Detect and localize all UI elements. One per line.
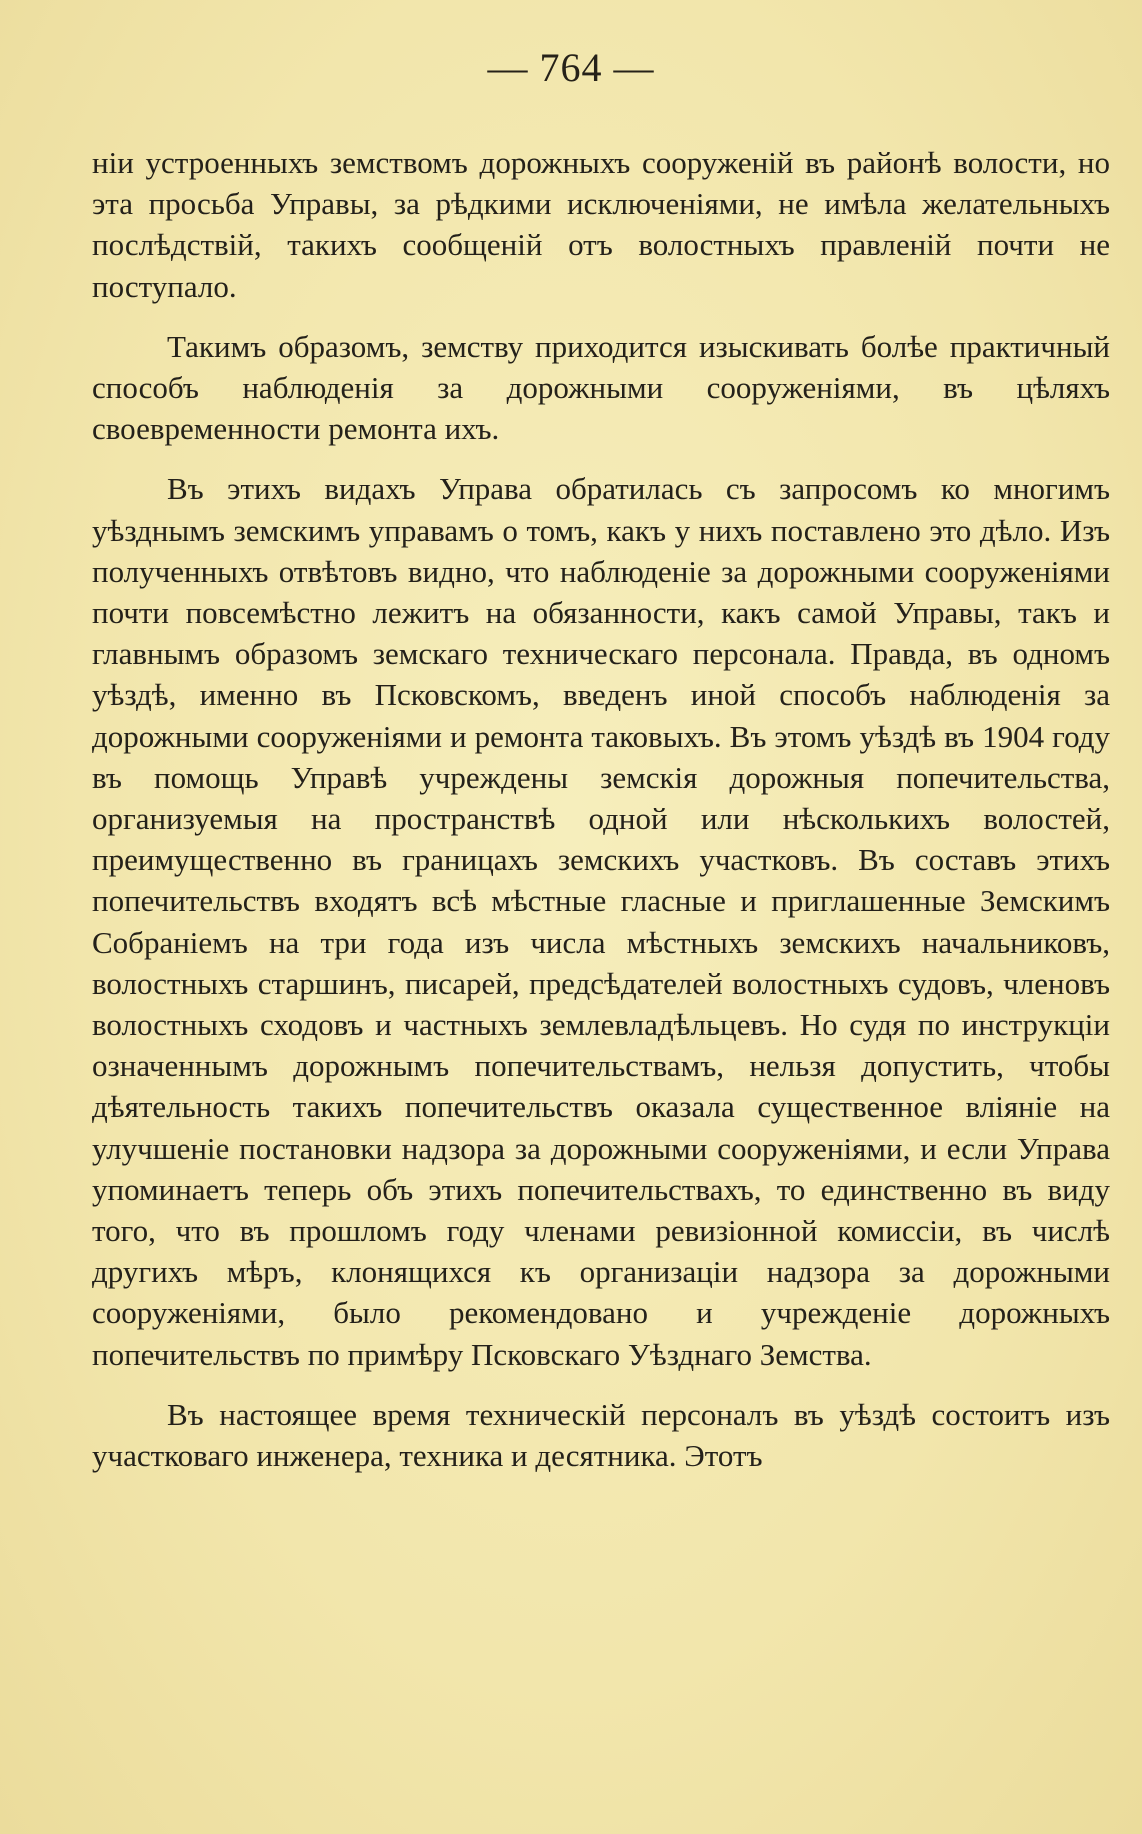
paragraph-gap <box>92 307 1110 326</box>
paragraph-gap <box>92 1375 1110 1394</box>
page-number: — 764 — <box>487 45 655 90</box>
paragraph-gap <box>92 449 1110 468</box>
paragraph-2: Такимъ образомъ, земству приходится изыскивать болѣе практичный способъ наблюденiя за дорожными сооруженiями, въ цѣляхъ своевременности ремонта ихъ. <box>92 328 1110 447</box>
paragraph-3: Въ этихъ видахъ Управа обратилась съ запросомъ ко многимъ уѣзднымъ земскимъ управамъ о томъ, какъ у нихъ поставлено это дѣло. Изъ полученныхъ отвѣтовъ видно, что наблюденiе за дорожными сооруженiями почти повсемѣстно лежитъ на обязанности, какъ самой Управы, такъ и главнымъ образомъ земскаго техническаго персонала. Правда, въ одномъ уѣздѣ, именно въ Псковскомъ, введенъ иной способъ наблюденiя за дорожными сооруженiями и ремонта таковыхъ. Въ этомъ уѣздѣ въ 1904 году въ помощь Управѣ учреждены земскiя дорожныя попечительства, организуемыя на пространствѣ одной или нѣсколькихъ волостей, преимущественно въ границахъ земскихъ участковъ. Въ составъ этихъ попечительствъ входятъ всѣ мѣстные гласные и приглашенные Земскимъ Собранiемъ на три года изъ числа мѣстныхъ земскихъ начальниковъ, волостныхъ старшинъ, писарей, предсѣдателей волостныхъ судовъ, членовъ волостныхъ сходовъ и частныхъ землевладѣльцевъ. Но судя по инструкцiи означеннымъ дорожнымъ попечительствамъ, нельзя допустить, чтобы дѣятельность такихъ попечительствъ оказала существенное влiянiе на улучшенiе постановки надзора за дорожными сооруженiями, и если Управа упоминаетъ теперь объ этихъ попечительствахъ, то единственно въ виду того, что въ прошломъ году членами ревизiонной комиссiи, въ числѣ другихъ мѣръ, клонящихся къ организацiи надзора за дорожными сооруженiями, было рекомендовано и учрежденiе дорожныхъ попечительствъ по примѣру Псковскаго Уѣзднаго Земства. <box>92 471 1110 1372</box>
paragraph-1: нiи устроенныхъ земствомъ дорожныхъ сооруженiй въ районѣ волости, но эта просьба Управы, за рѣдкими исключенiями, не имѣла желательныхъ послѣдствiй, такихъ сообщенiй отъ волостныхъ правленiй почти не поступало. <box>92 145 1110 304</box>
paragraph-4: Въ настоящее время техническiй персоналъ въ уѣздѣ состоитъ изъ участковаго инженера, техника и десятника. Этотъ <box>92 1396 1110 1474</box>
body-text <box>92 142 1110 1476</box>
